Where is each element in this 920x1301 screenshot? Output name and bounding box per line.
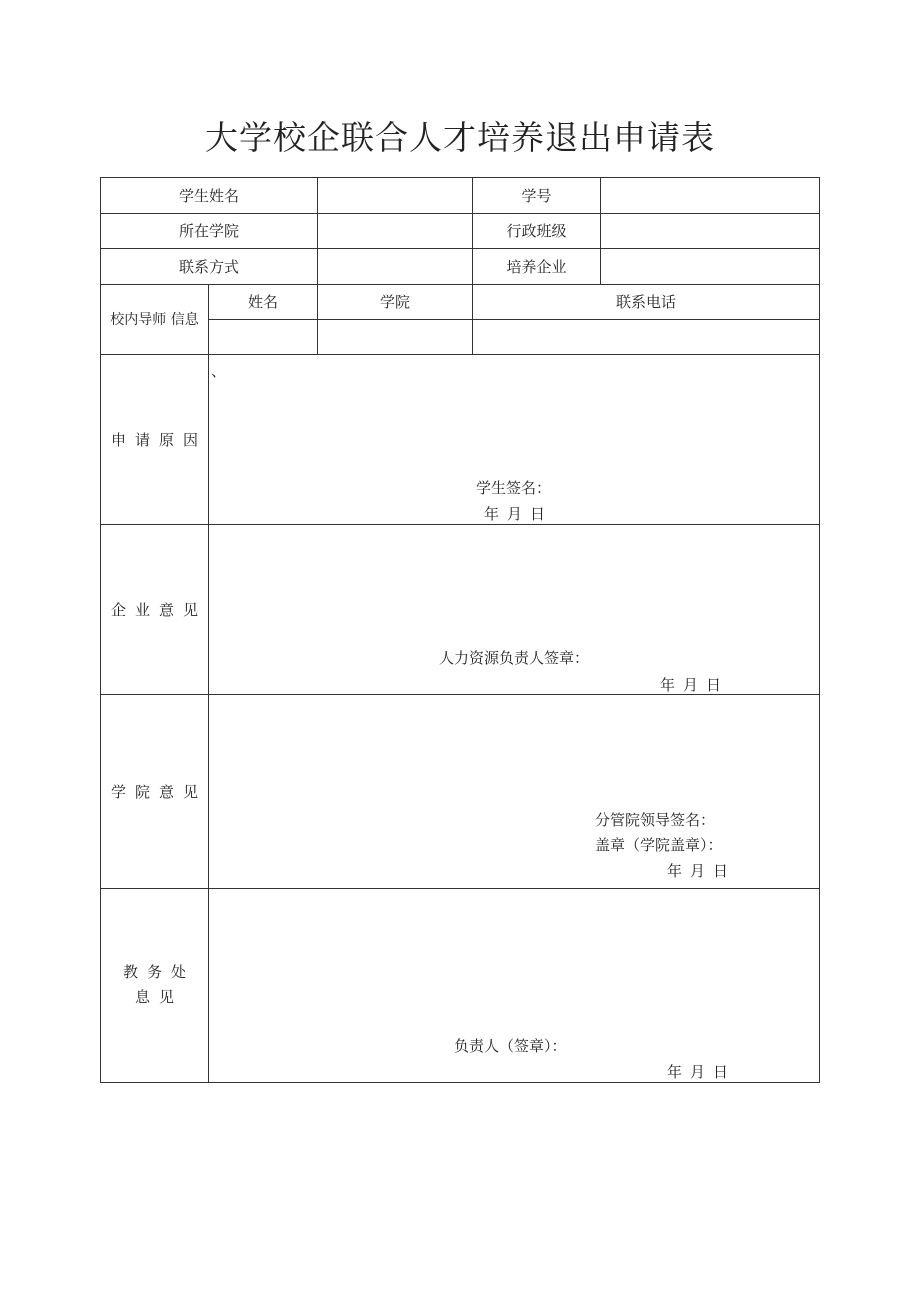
enterprise-opinion-date: 年月日 xyxy=(660,676,730,694)
academic-affairs-label-line1: 教务处 xyxy=(122,963,195,981)
reason-mark: 、 xyxy=(211,362,227,380)
student-name-label: 学生姓名 xyxy=(178,187,239,205)
student-id-label: 学号 xyxy=(521,187,552,205)
class-label: 行政班级 xyxy=(506,222,567,240)
student-id-field[interactable] xyxy=(601,178,819,213)
mentor-name-label: 姓名 xyxy=(247,293,278,311)
page-title: 大学校企联合人才培养退出申请表 xyxy=(205,118,715,157)
mentor-college-label: 学院 xyxy=(379,293,410,311)
academic-affairs-signature-label: 负责人（签章）： xyxy=(454,1037,567,1055)
college-field[interactable] xyxy=(318,213,472,248)
college-seal-label: 盖章（学院盖章）： xyxy=(595,836,723,854)
academic-affairs-label-line2: 息见 xyxy=(134,988,183,1006)
student-signature-label: 学生签名： xyxy=(476,479,552,497)
hr-signature-label: 人力资源负责人签章： xyxy=(439,649,590,667)
contact-field[interactable] xyxy=(318,248,472,284)
contact-label: 联系方式 xyxy=(178,257,239,276)
mentor-phone-label: 联系电话 xyxy=(615,293,676,311)
enterprise-label: 培养企业 xyxy=(506,257,567,276)
enterprise-opinion-field[interactable] xyxy=(209,525,819,694)
college-label: 所在学院 xyxy=(178,222,239,240)
student-name-field[interactable] xyxy=(318,178,472,213)
academic-affairs-date: 年月日 xyxy=(667,1063,737,1081)
mentor-name-field[interactable] xyxy=(209,320,317,354)
application-form xyxy=(100,177,820,1083)
college-opinion-label: 学院意见 xyxy=(110,782,207,801)
academic-affairs-label xyxy=(101,888,208,1082)
college-opinion-field[interactable] xyxy=(209,695,819,888)
mentor-phone-field[interactable] xyxy=(473,320,819,354)
reason-date: 年月日 xyxy=(484,505,554,523)
enterprise-opinion-label: 企业意见 xyxy=(110,600,207,619)
college-opinion-date: 年月日 xyxy=(667,862,737,880)
enterprise-field[interactable] xyxy=(601,248,819,284)
reason-field[interactable] xyxy=(209,355,819,524)
mentor-info-label: 校内导师 信息 xyxy=(110,312,199,328)
mentor-college-field[interactable] xyxy=(318,320,472,354)
college-leader-signature-label: 分管院领导签名： xyxy=(595,811,716,829)
reason-label: 申请原因 xyxy=(110,430,207,449)
class-field[interactable] xyxy=(601,213,819,248)
